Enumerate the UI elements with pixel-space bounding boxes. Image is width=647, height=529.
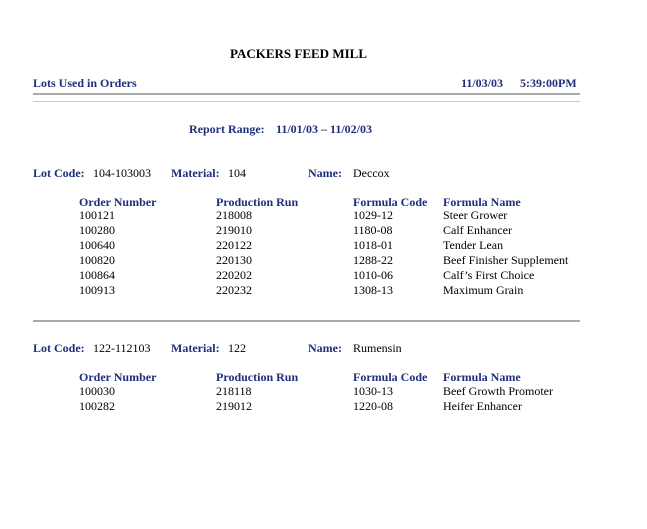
material-value: 122 bbox=[228, 341, 246, 355]
order-number-cell: 100820 bbox=[79, 253, 115, 267]
table-row bbox=[0, 253, 647, 268]
production-run-cell: 220202 bbox=[216, 268, 252, 282]
production-run-cell: 220232 bbox=[216, 283, 252, 297]
col-formula-code-header: Formula Code bbox=[353, 195, 428, 209]
header-divider bbox=[33, 93, 580, 95]
production-run-cell: 218118 bbox=[216, 384, 252, 398]
formula-code-cell: 1029-12 bbox=[353, 208, 393, 222]
production-run-cell: 219010 bbox=[216, 223, 252, 237]
name-value: Rumensin bbox=[353, 341, 402, 355]
production-run-cell: 220122 bbox=[216, 238, 252, 252]
table-row bbox=[0, 384, 647, 399]
formula-name-cell: Beef Growth Promoter bbox=[443, 384, 553, 398]
order-number-cell: 100280 bbox=[79, 223, 115, 237]
report-range-label: Report Range: bbox=[189, 122, 265, 136]
col-formula-name-header: Formula Name bbox=[443, 370, 521, 384]
order-number-cell: 100640 bbox=[79, 238, 115, 252]
formula-code-cell: 1010-06 bbox=[353, 268, 393, 282]
production-run-cell: 218008 bbox=[216, 208, 252, 222]
formula-code-cell: 1308-13 bbox=[353, 283, 393, 297]
name-value: Deccox bbox=[353, 166, 390, 180]
table-row bbox=[0, 268, 647, 283]
production-run-cell: 220130 bbox=[216, 253, 252, 267]
col-formula-name-header: Formula Name bbox=[443, 195, 521, 209]
lot-code-label: Lot Code: bbox=[33, 341, 85, 355]
col-order-number-header: Order Number bbox=[79, 195, 157, 209]
header-divider-thin bbox=[33, 101, 580, 102]
formula-name-cell: Heifer Enhancer bbox=[443, 399, 522, 413]
table-row bbox=[0, 223, 647, 238]
report-time: 5:39:00PM bbox=[520, 76, 577, 90]
col-production-run-header: Production Run bbox=[216, 370, 299, 384]
material-label: Material: bbox=[171, 341, 220, 355]
table-row bbox=[0, 238, 647, 253]
formula-name-cell: Beef Finisher Supplement bbox=[443, 253, 569, 267]
formula-code-cell: 1180-08 bbox=[353, 223, 393, 237]
lot-table bbox=[0, 208, 647, 298]
report-company-title: PACKERS FEED MILL bbox=[230, 46, 367, 61]
report-range-value: 11/01/03 – 11/02/03 bbox=[276, 122, 373, 136]
col-production-run-header: Production Run bbox=[216, 195, 299, 209]
lot-code-label: Lot Code: bbox=[33, 166, 85, 180]
order-number-cell: 100913 bbox=[79, 283, 115, 297]
material-value: 104 bbox=[228, 166, 246, 180]
lot-code-value: 122-112103 bbox=[93, 341, 151, 355]
col-formula-code-header: Formula Code bbox=[353, 370, 428, 384]
table-row bbox=[0, 399, 647, 414]
table-row bbox=[0, 208, 647, 223]
order-number-cell: 100282 bbox=[79, 399, 115, 413]
formula-code-cell: 1220-08 bbox=[353, 399, 393, 413]
lot-table bbox=[0, 384, 647, 414]
col-order-number-header: Order Number bbox=[79, 370, 157, 384]
report-subtitle: Lots Used in Orders bbox=[33, 76, 137, 90]
order-number-cell: 100030 bbox=[79, 384, 115, 398]
formula-code-cell: 1018-01 bbox=[353, 238, 393, 252]
formula-name-cell: Calf’s First Choice bbox=[443, 268, 535, 282]
lot-code-value: 104-103003 bbox=[93, 166, 151, 180]
report-date: 11/03/03 bbox=[461, 76, 504, 90]
formula-code-cell: 1030-13 bbox=[353, 384, 393, 398]
table-row bbox=[0, 283, 647, 298]
production-run-cell: 219012 bbox=[216, 399, 252, 413]
order-number-cell: 100864 bbox=[79, 268, 115, 282]
formula-name-cell: Tender Lean bbox=[443, 238, 504, 252]
name-label: Name: bbox=[308, 341, 342, 355]
formula-code-cell: 1288-22 bbox=[353, 253, 393, 267]
formula-name-cell: Steer Grower bbox=[443, 208, 508, 222]
formula-name-cell: Maximum Grain bbox=[443, 283, 524, 297]
order-number-cell: 100121 bbox=[79, 208, 115, 222]
name-label: Name: bbox=[308, 166, 342, 180]
material-label: Material: bbox=[171, 166, 220, 180]
lot-divider bbox=[33, 320, 580, 322]
formula-name-cell: Calf Enhancer bbox=[443, 223, 512, 237]
